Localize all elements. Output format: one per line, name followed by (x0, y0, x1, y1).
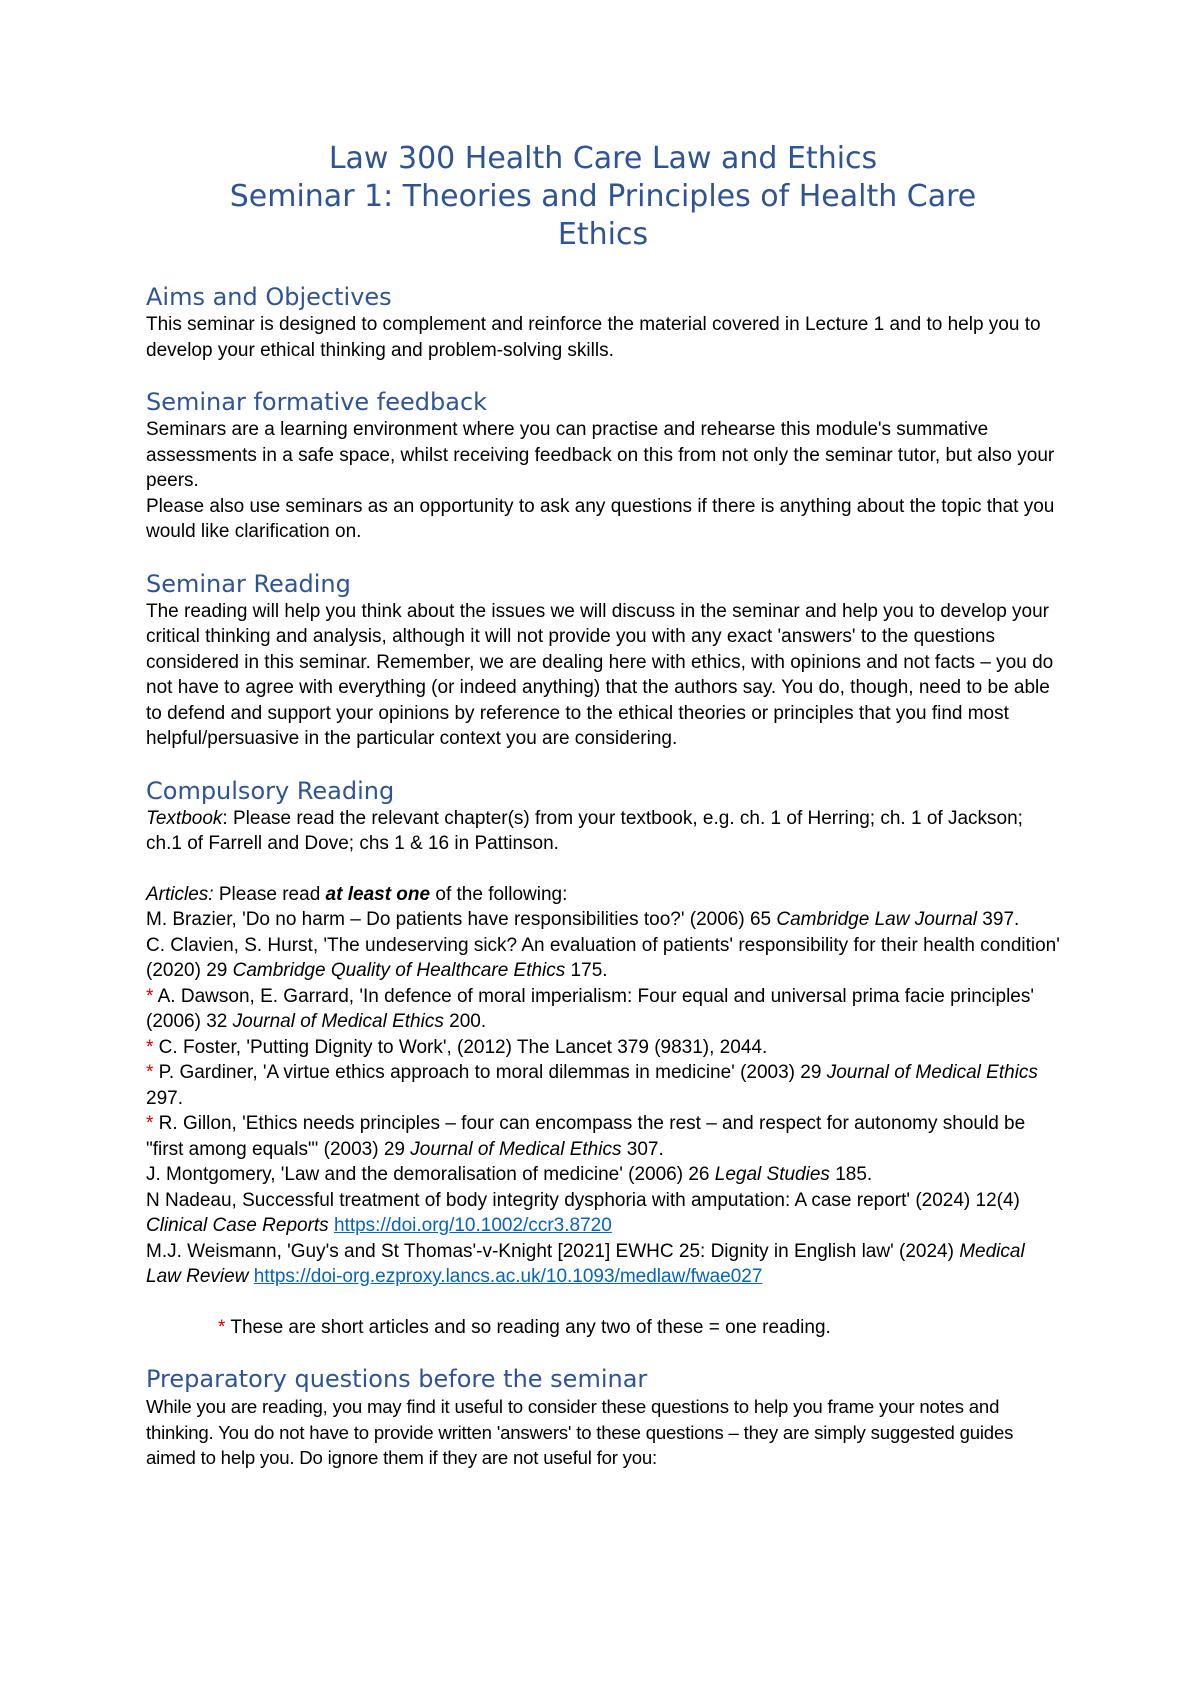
page-title (146, 140, 1060, 254)
articles-emphasis: at least one (325, 883, 431, 905)
compulsory-heading: Compulsory Reading (146, 776, 395, 805)
reference-item (146, 1035, 1060, 1061)
short-articles-note (146, 1315, 1060, 1341)
ref-page: 175. (565, 960, 608, 981)
star-marker: * (218, 1316, 226, 1338)
ref-page: 185. (829, 1164, 873, 1185)
ref-text: M.J. Weismann, 'Guy's and St Thomas'-v-Knight [2021] EWHC 25: Dignity in English law' (2024) (146, 1240, 960, 1262)
articles-intro (146, 882, 1060, 908)
ref-text: N Nadeau, Successful treatment of body integrity dysphoria with amputation: A case report' (2024) 12(4) (146, 1189, 1020, 1211)
articles-pre: Please read (213, 883, 326, 905)
ref-journal: Journal of Medical Ethics (232, 1011, 444, 1032)
star-marker: * (146, 985, 154, 1007)
reference-item (146, 1188, 1060, 1239)
star-marker: * (146, 1113, 154, 1134)
reference-item (146, 1162, 1060, 1188)
reading-body: The reading will help you think about the issues we will discuss in the seminar and help you to develop your critical thinking and analysis, although it will not provide you with any exact 'answers' to the questions considered in this seminar. Remember, we are dealing here with ethics, with opinions and not facts – you do not have to agree with everything (or indeed anything) that the authors say. You do, though, need to be able to defend and support your opinions by reference to the ethical theories or principles that you find most helpful/persuasive in the particular context you are considering. (146, 600, 1054, 749)
title-line-3: Ethics (557, 217, 649, 252)
textbook-text: : Please read the relevant chapter(s) from your textbook, e.g. ch. 1 of Herring; ch. 1 of Jackson; ch.1 of Farrell and Dove; chs 1 & 16 in Pattinson. (146, 807, 1023, 854)
preparatory-body: While you are reading, you may find it useful to consider these questions to help you frame your notes and thinking. You do not have to provide written 'answers' to these questions – they are simply suggested guides aimed to help you. Do ignore them if they are not useful for you: (146, 1396, 1014, 1468)
textbook-paragraph (146, 806, 1060, 857)
ref-page: 307. (621, 1138, 664, 1160)
reference-item (146, 907, 1060, 933)
feedback-section (146, 387, 1060, 545)
articles-label: Articles: (146, 883, 214, 905)
ref-page: 397. (977, 909, 1020, 930)
feedback-paragraph-1: Seminars are a learning environment where you can practise and rehearse this module's summative assessments in a safe space, whilst receiving feedback on this from not only the seminar tutor, but also your peers. (146, 419, 1055, 491)
feedback-paragraph-2: Please also use seminars as an opportunity to ask any questions if there is anything about the topic that you would like clarification on. (146, 495, 1055, 542)
title-line-2: Seminar 1: Theories and Principles of Health Care (229, 179, 977, 214)
preparatory-section (146, 1364, 1060, 1471)
note-text: These are short articles and so reading any two of these = one reading. (225, 1316, 831, 1338)
aims-body: This seminar is designed to complement and reinforce the material covered in Lecture 1 and to help you to develop your ethical thinking and problem-solving skills. (146, 314, 1041, 361)
ref-journal: Journal of Medical Ethics (826, 1062, 1038, 1083)
star-marker: * (146, 1036, 154, 1058)
ref-text: P. Gardiner, 'A virtue ethics approach to moral dilemmas in medicine' (2003) 29 (153, 1062, 827, 1083)
preparatory-heading: Preparatory questions before the seminar (146, 1365, 648, 1393)
reference-item (146, 984, 1060, 1035)
reading-heading: Seminar Reading (146, 569, 351, 598)
reference-item (146, 1239, 1060, 1290)
title-line-1: Law 300 Health Care Law and Ethics (328, 141, 878, 176)
ref-page: 297. (146, 1087, 183, 1109)
compulsory-reading-section (146, 776, 1060, 1341)
ref-text: M. Brazier, 'Do no harm – Do patients have responsibilities too?' (2006) 65 (146, 909, 777, 930)
ref-text: C. Clavien, S. Hurst, 'The undeserving sick? An evaluation of patients' responsibility for their health condition' (2020) 29 (146, 934, 1060, 981)
textbook-label: Textbook (146, 807, 223, 829)
ref-journal: Journal of Medical Ethics (410, 1138, 622, 1160)
ref-journal: Medical Law Review (146, 1240, 1025, 1287)
ref-journal: Cambridge Law Journal (776, 909, 978, 930)
ref-text: A. Dawson, E. Garrard, 'In defence of moral imperialism: Four equal and universal prima facie principles' (2006) 32 (146, 985, 1034, 1032)
doi-link[interactable]: https://doi-org.ezproxy.lancs.ac.uk/10.1093/medlaw/fwae027 (253, 1266, 763, 1287)
feedback-heading: Seminar formative feedback (146, 388, 488, 416)
reference-item (146, 933, 1060, 984)
articles-post: of the following: (430, 883, 568, 905)
doi-link[interactable]: https://doi.org/10.1002/ccr3.8720 (333, 1215, 612, 1236)
star-marker: * (146, 1062, 154, 1083)
ref-text: J. Montgomery, 'Law and the demoralisation of medicine' (2006) 26 (146, 1164, 715, 1185)
ref-text: C. Foster, 'Putting Dignity to Work', (2012) The Lancet 379 (9831), 2044. (153, 1036, 768, 1058)
ref-journal: Cambridge Quality of Healthcare Ethics (232, 960, 566, 981)
reference-item (146, 1111, 1060, 1162)
reading-section (146, 569, 1060, 752)
aims-heading: Aims and Objectives (146, 283, 392, 311)
ref-journal: Legal Studies (714, 1164, 830, 1185)
ref-text: R. Gillon, 'Ethics needs principles – four can encompass the rest – and respect for autonomy should be "first among equals"' (2003) 29 (146, 1113, 1026, 1160)
ref-journal: Clinical Case Reports (146, 1215, 329, 1236)
ref-page: 200. (443, 1011, 487, 1032)
aims-section (146, 282, 1060, 363)
reference-item (146, 1060, 1060, 1111)
